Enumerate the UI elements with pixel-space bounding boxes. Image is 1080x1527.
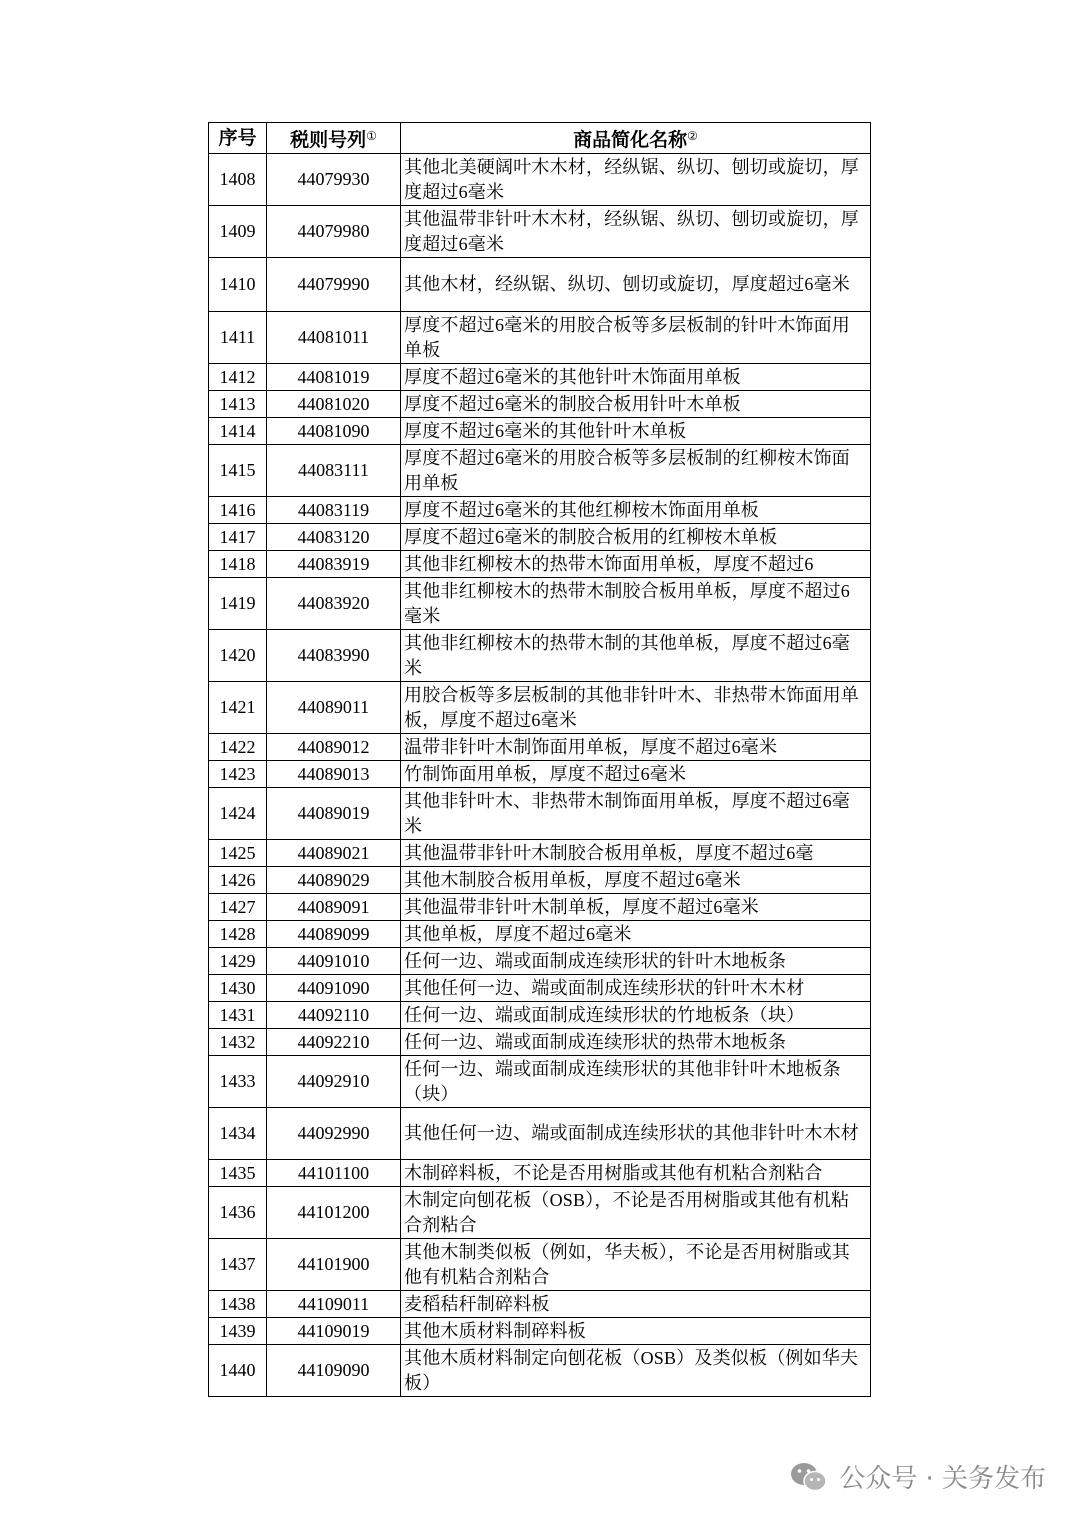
tariff-code-cell: 44079990 — [267, 258, 401, 312]
table-row — [209, 206, 871, 258]
tariff-code-cell: 44079980 — [267, 206, 401, 258]
serial-number-cell: 1436 — [209, 1187, 267, 1239]
table-row — [209, 1291, 871, 1318]
table-row — [209, 1318, 871, 1345]
tariff-code-cell: 44089011 — [267, 682, 401, 734]
product-name-cell: 木制碎料板，不论是否用树脂或其他有机粘合剂粘合 — [401, 1160, 871, 1187]
tariff-code-cell: 44089099 — [267, 921, 401, 948]
table-row — [209, 840, 871, 867]
tariff-code-cell: 44083111 — [267, 445, 401, 497]
serial-number-cell: 1412 — [209, 364, 267, 391]
tariff-code-cell: 44089029 — [267, 867, 401, 894]
tariff-code-cell: 44083120 — [267, 524, 401, 551]
serial-number-cell: 1426 — [209, 867, 267, 894]
table-row — [209, 1239, 871, 1291]
table-row — [209, 788, 871, 840]
table-row — [209, 948, 871, 975]
header-serial-number — [209, 123, 267, 154]
tariff-code-cell: 44109011 — [267, 1291, 401, 1318]
product-name-cell: 厚度不超过6毫米的其他针叶木单板 — [401, 418, 871, 445]
table-row — [209, 312, 871, 364]
header-name-label: 商品简化名称 — [573, 129, 688, 151]
table-row — [209, 1002, 871, 1029]
tariff-table — [208, 122, 871, 1397]
serial-number-cell: 1413 — [209, 391, 267, 418]
serial-number-cell: 1428 — [209, 921, 267, 948]
table-row — [209, 1187, 871, 1239]
product-name-cell: 其他任何一边、端或面制成连续形状的其他非针叶木木材 — [401, 1108, 871, 1160]
product-name-cell: 其他温带非针叶木制单板，厚度不超过6毫米 — [401, 894, 871, 921]
serial-number-cell: 1421 — [209, 682, 267, 734]
header-code-label: 税则号列 — [290, 129, 367, 151]
header-tariff-code — [267, 123, 401, 154]
product-name-cell: 其他非红柳桉木的热带木制的其他单板，厚度不超过6毫米 — [401, 630, 871, 682]
serial-number-cell: 1433 — [209, 1056, 267, 1108]
table-body — [209, 154, 871, 1397]
product-name-cell: 厚度不超过6毫米的用胶合板等多层板制的针叶木饰面用单板 — [401, 312, 871, 364]
product-name-cell: 用胶合板等多层板制的其他非针叶木、非热带木饰面用单板，厚度不超过6毫米 — [401, 682, 871, 734]
tariff-code-cell: 44101900 — [267, 1239, 401, 1291]
table-row — [209, 1345, 871, 1397]
serial-number-cell: 1417 — [209, 524, 267, 551]
product-name-cell: 厚度不超过6毫米的其他红柳桉木饰面用单板 — [401, 497, 871, 524]
tariff-code-cell: 44091010 — [267, 948, 401, 975]
serial-number-cell: 1422 — [209, 734, 267, 761]
serial-number-cell: 1419 — [209, 578, 267, 630]
product-name-cell: 其他木质材料制定向刨花板（OSB）及类似板（例如华夫板） — [401, 1345, 871, 1397]
header-row — [209, 123, 871, 154]
header-code-note: ① — [366, 128, 377, 143]
serial-number-cell: 1435 — [209, 1160, 267, 1187]
tariff-code-cell: 44083920 — [267, 578, 401, 630]
table-row — [209, 524, 871, 551]
product-name-cell: 其他非红柳桉木的热带木制胶合板用单板，厚度不超过6毫米 — [401, 578, 871, 630]
table-row — [209, 894, 871, 921]
tariff-code-cell: 44081020 — [267, 391, 401, 418]
table-row — [209, 154, 871, 206]
tariff-code-cell: 44083990 — [267, 630, 401, 682]
table-row — [209, 418, 871, 445]
tariff-code-cell: 44089021 — [267, 840, 401, 867]
wechat-icon — [789, 1460, 829, 1494]
table-row — [209, 445, 871, 497]
table-row — [209, 1160, 871, 1187]
tariff-code-cell: 44083919 — [267, 551, 401, 578]
serial-number-cell: 1429 — [209, 948, 267, 975]
table-row — [209, 921, 871, 948]
table-row — [209, 1056, 871, 1108]
tariff-code-cell: 44101200 — [267, 1187, 401, 1239]
tariff-code-cell: 44092110 — [267, 1002, 401, 1029]
product-name-cell: 木制定向刨花板（OSB），不论是否用树脂或其他有机粘合剂粘合 — [401, 1187, 871, 1239]
table-row — [209, 734, 871, 761]
tariff-code-cell: 44081019 — [267, 364, 401, 391]
watermark-text: 公众号 · 关务发布 — [839, 1464, 1046, 1494]
header-serial-label: 序号 — [218, 127, 257, 149]
table-row — [209, 761, 871, 788]
tariff-code-cell: 44089019 — [267, 788, 401, 840]
serial-number-cell: 1415 — [209, 445, 267, 497]
product-name-cell: 其他木制类似板（例如，华夫板），不论是否用树脂或其他有机粘合剂粘合 — [401, 1239, 871, 1291]
tariff-code-cell: 44092910 — [267, 1056, 401, 1108]
serial-number-cell: 1424 — [209, 788, 267, 840]
table-row — [209, 551, 871, 578]
serial-number-cell: 1411 — [209, 312, 267, 364]
product-name-cell: 厚度不超过6毫米的其他针叶木饰面用单板 — [401, 364, 871, 391]
product-name-cell: 其他木制胶合板用单板，厚度不超过6毫米 — [401, 867, 871, 894]
tariff-code-cell: 44089091 — [267, 894, 401, 921]
serial-number-cell: 1432 — [209, 1029, 267, 1056]
tariff-code-cell: 44089013 — [267, 761, 401, 788]
serial-number-cell: 1418 — [209, 551, 267, 578]
tariff-code-cell: 44092990 — [267, 1108, 401, 1160]
serial-number-cell: 1423 — [209, 761, 267, 788]
product-name-cell: 任何一边、端或面制成连续形状的其他非针叶木地板条（块） — [401, 1056, 871, 1108]
serial-number-cell: 1427 — [209, 894, 267, 921]
table-row — [209, 975, 871, 1002]
tariff-code-cell: 44101100 — [267, 1160, 401, 1187]
tariff-code-cell: 44109019 — [267, 1318, 401, 1345]
serial-number-cell: 1431 — [209, 1002, 267, 1029]
product-name-cell: 任何一边、端或面制成连续形状的热带木地板条 — [401, 1029, 871, 1056]
product-name-cell: 其他任何一边、端或面制成连续形状的针叶木木材 — [401, 975, 871, 1002]
product-name-cell: 麦稻秸秆制碎料板 — [401, 1291, 871, 1318]
product-name-cell: 其他非红柳桉木的热带木饰面用单板，厚度不超过6 — [401, 551, 871, 578]
table-row — [209, 578, 871, 630]
serial-number-cell: 1408 — [209, 154, 267, 206]
serial-number-cell: 1414 — [209, 418, 267, 445]
serial-number-cell: 1425 — [209, 840, 267, 867]
table-row — [209, 497, 871, 524]
tariff-code-cell: 44083119 — [267, 497, 401, 524]
tariff-code-cell: 44089012 — [267, 734, 401, 761]
table-row — [209, 1108, 871, 1160]
table-row — [209, 867, 871, 894]
tariff-code-cell: 44091090 — [267, 975, 401, 1002]
table-row — [209, 391, 871, 418]
product-name-cell: 其他木材，经纵锯、纵切、刨切或旋切，厚度超过6毫米 — [401, 258, 871, 312]
serial-number-cell: 1430 — [209, 975, 267, 1002]
table-row — [209, 682, 871, 734]
header-name-note: ② — [687, 128, 698, 143]
product-name-cell: 任何一边、端或面制成连续形状的竹地板条（块） — [401, 1002, 871, 1029]
product-name-cell: 其他单板，厚度不超过6毫米 — [401, 921, 871, 948]
table-header — [209, 123, 871, 154]
table-row — [209, 630, 871, 682]
watermark — [789, 1458, 1046, 1495]
product-name-cell: 竹制饰面用单板，厚度不超过6毫米 — [401, 761, 871, 788]
table-row — [209, 364, 871, 391]
tariff-code-cell: 44092210 — [267, 1029, 401, 1056]
serial-number-cell: 1420 — [209, 630, 267, 682]
serial-number-cell: 1440 — [209, 1345, 267, 1397]
serial-number-cell: 1410 — [209, 258, 267, 312]
product-name-cell: 其他温带非针叶木木材，经纵锯、纵切、刨切或旋切，厚度超过6毫米 — [401, 206, 871, 258]
tariff-code-cell: 44109090 — [267, 1345, 401, 1397]
table-row — [209, 258, 871, 312]
product-name-cell: 其他木质材料制碎料板 — [401, 1318, 871, 1345]
tariff-code-cell: 44081011 — [267, 312, 401, 364]
serial-number-cell: 1409 — [209, 206, 267, 258]
product-name-cell: 任何一边、端或面制成连续形状的针叶木地板条 — [401, 948, 871, 975]
product-name-cell: 其他温带非针叶木制胶合板用单板，厚度不超过6毫 — [401, 840, 871, 867]
tariff-code-cell: 44081090 — [267, 418, 401, 445]
table-row — [209, 1029, 871, 1056]
serial-number-cell: 1439 — [209, 1318, 267, 1345]
product-name-cell: 其他北美硬阔叶木木材，经纵锯、纵切、刨切或旋切，厚度超过6毫米 — [401, 154, 871, 206]
serial-number-cell: 1416 — [209, 497, 267, 524]
product-name-cell: 厚度不超过6毫米的制胶合板用针叶木单板 — [401, 391, 871, 418]
serial-number-cell: 1437 — [209, 1239, 267, 1291]
serial-number-cell: 1434 — [209, 1108, 267, 1160]
product-name-cell: 其他非针叶木、非热带木制饰面用单板，厚度不超过6毫米 — [401, 788, 871, 840]
product-name-cell: 厚度不超过6毫米的用胶合板等多层板制的红柳桉木饰面用单板 — [401, 445, 871, 497]
tariff-code-cell: 44079930 — [267, 154, 401, 206]
serial-number-cell: 1438 — [209, 1291, 267, 1318]
product-name-cell: 温带非针叶木制饰面用单板，厚度不超过6毫米 — [401, 734, 871, 761]
header-product-name — [401, 123, 871, 154]
product-name-cell: 厚度不超过6毫米的制胶合板用的红柳桉木单板 — [401, 524, 871, 551]
